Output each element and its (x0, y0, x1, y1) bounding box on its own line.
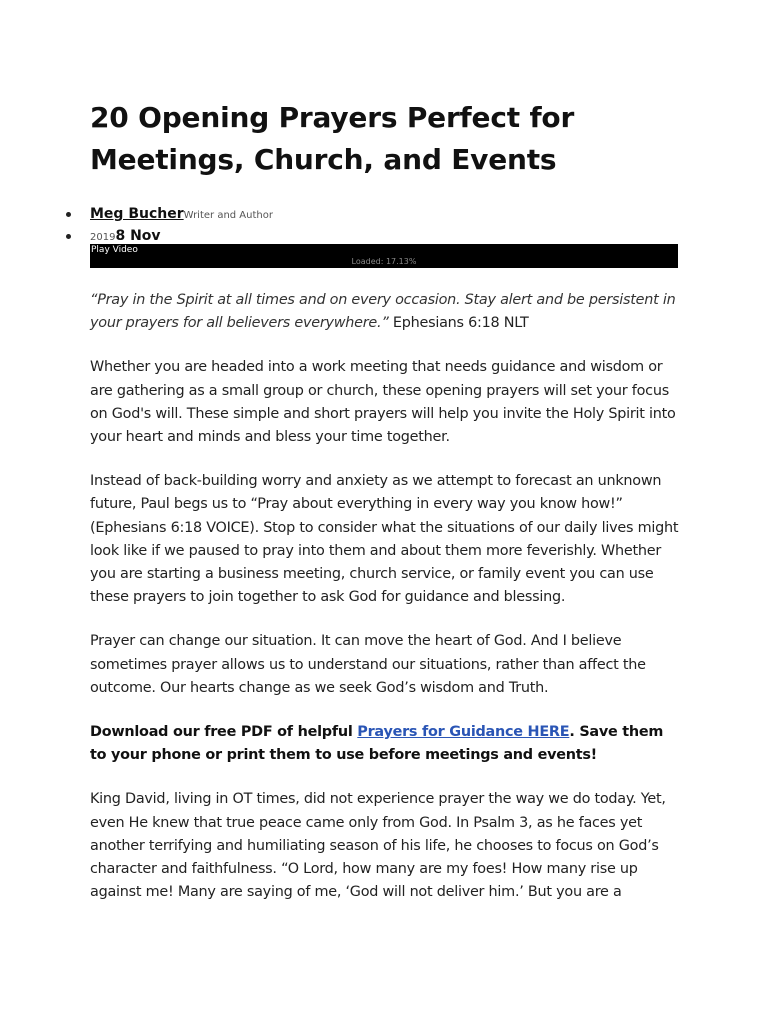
author-link[interactable]: Meg Bucher (90, 206, 184, 222)
paragraph: Prayer can change our situation. It can move the heart of God. And I believe sometimes prayer allows us to understand our situations, rather than affect the outcome. Our hearts change as we seek God’s wisdom and Truth. (90, 633, 646, 696)
video-player[interactable] (90, 244, 678, 268)
paragraph: Whether you are headed into a work meeting that needs guidance and wisdom or are gathering as a small group or church, these opening prayers will set your focus on God's will. These simple and short prayers will help you invite the Holy Spirit into your heart and minds and bless your time together. (90, 359, 676, 446)
download-text-after: . Save them to your phone or print them to use before meetings and events! (90, 724, 664, 764)
play-video-button[interactable]: Play Video (91, 245, 138, 255)
paragraph: King David, living in OT times, did not experience prayer the way we do today. Yet, even He knew that true peace came only from God. In Psalm 3, as he faces yet another terrifying and humiliating season of his life, he chooses to focus on God’s character and faithfulness. “O Lord, how many are my foes! How many rise up against me! Many are saying of me, ‘God will not deliver him.’ But you are a (90, 791, 666, 901)
scripture-quote (90, 289, 680, 335)
date-year: 2019 (90, 232, 116, 243)
article-body (90, 289, 680, 925)
article-meta (0, 203, 768, 247)
prayers-for-guidance-link[interactable]: Prayers for Guidance HERE (357, 724, 570, 741)
bullet-icon (66, 212, 71, 217)
download-text-before: Download our free PDF of helpful (90, 724, 358, 741)
download-callout (90, 721, 680, 767)
quote-reference: Ephesians 6:18 NLT (388, 315, 529, 332)
date-day: 8 Nov (115, 228, 161, 244)
article-title: 20 Opening Prayers Perfect for Meetings, Church, and Events (90, 101, 575, 176)
author-role: Writer and Author (183, 210, 273, 221)
video-loaded-status: Loaded: 17.13% (351, 257, 417, 266)
quote-text: “Pray in the Spirit at all times and on every occasion. Stay alert and be persistent in your prayers for all believers everywhere.” (90, 292, 676, 332)
author-meta (0, 203, 768, 225)
paragraph: Instead of back-building worry and anxiety as we attempt to forecast an unknown future, Paul begs us to “Pray about everything in every way you know how!” (Ephesians 6:18 VOICE). Stop to consider what the situations of our daily lives might look like if we paused to pray into them and about them more feverishly. Whether you are starting a business meeting, church service, or family event you can use these prayers to join together to ask God for guidance and blessing. (90, 473, 679, 606)
bullet-icon (66, 234, 71, 239)
